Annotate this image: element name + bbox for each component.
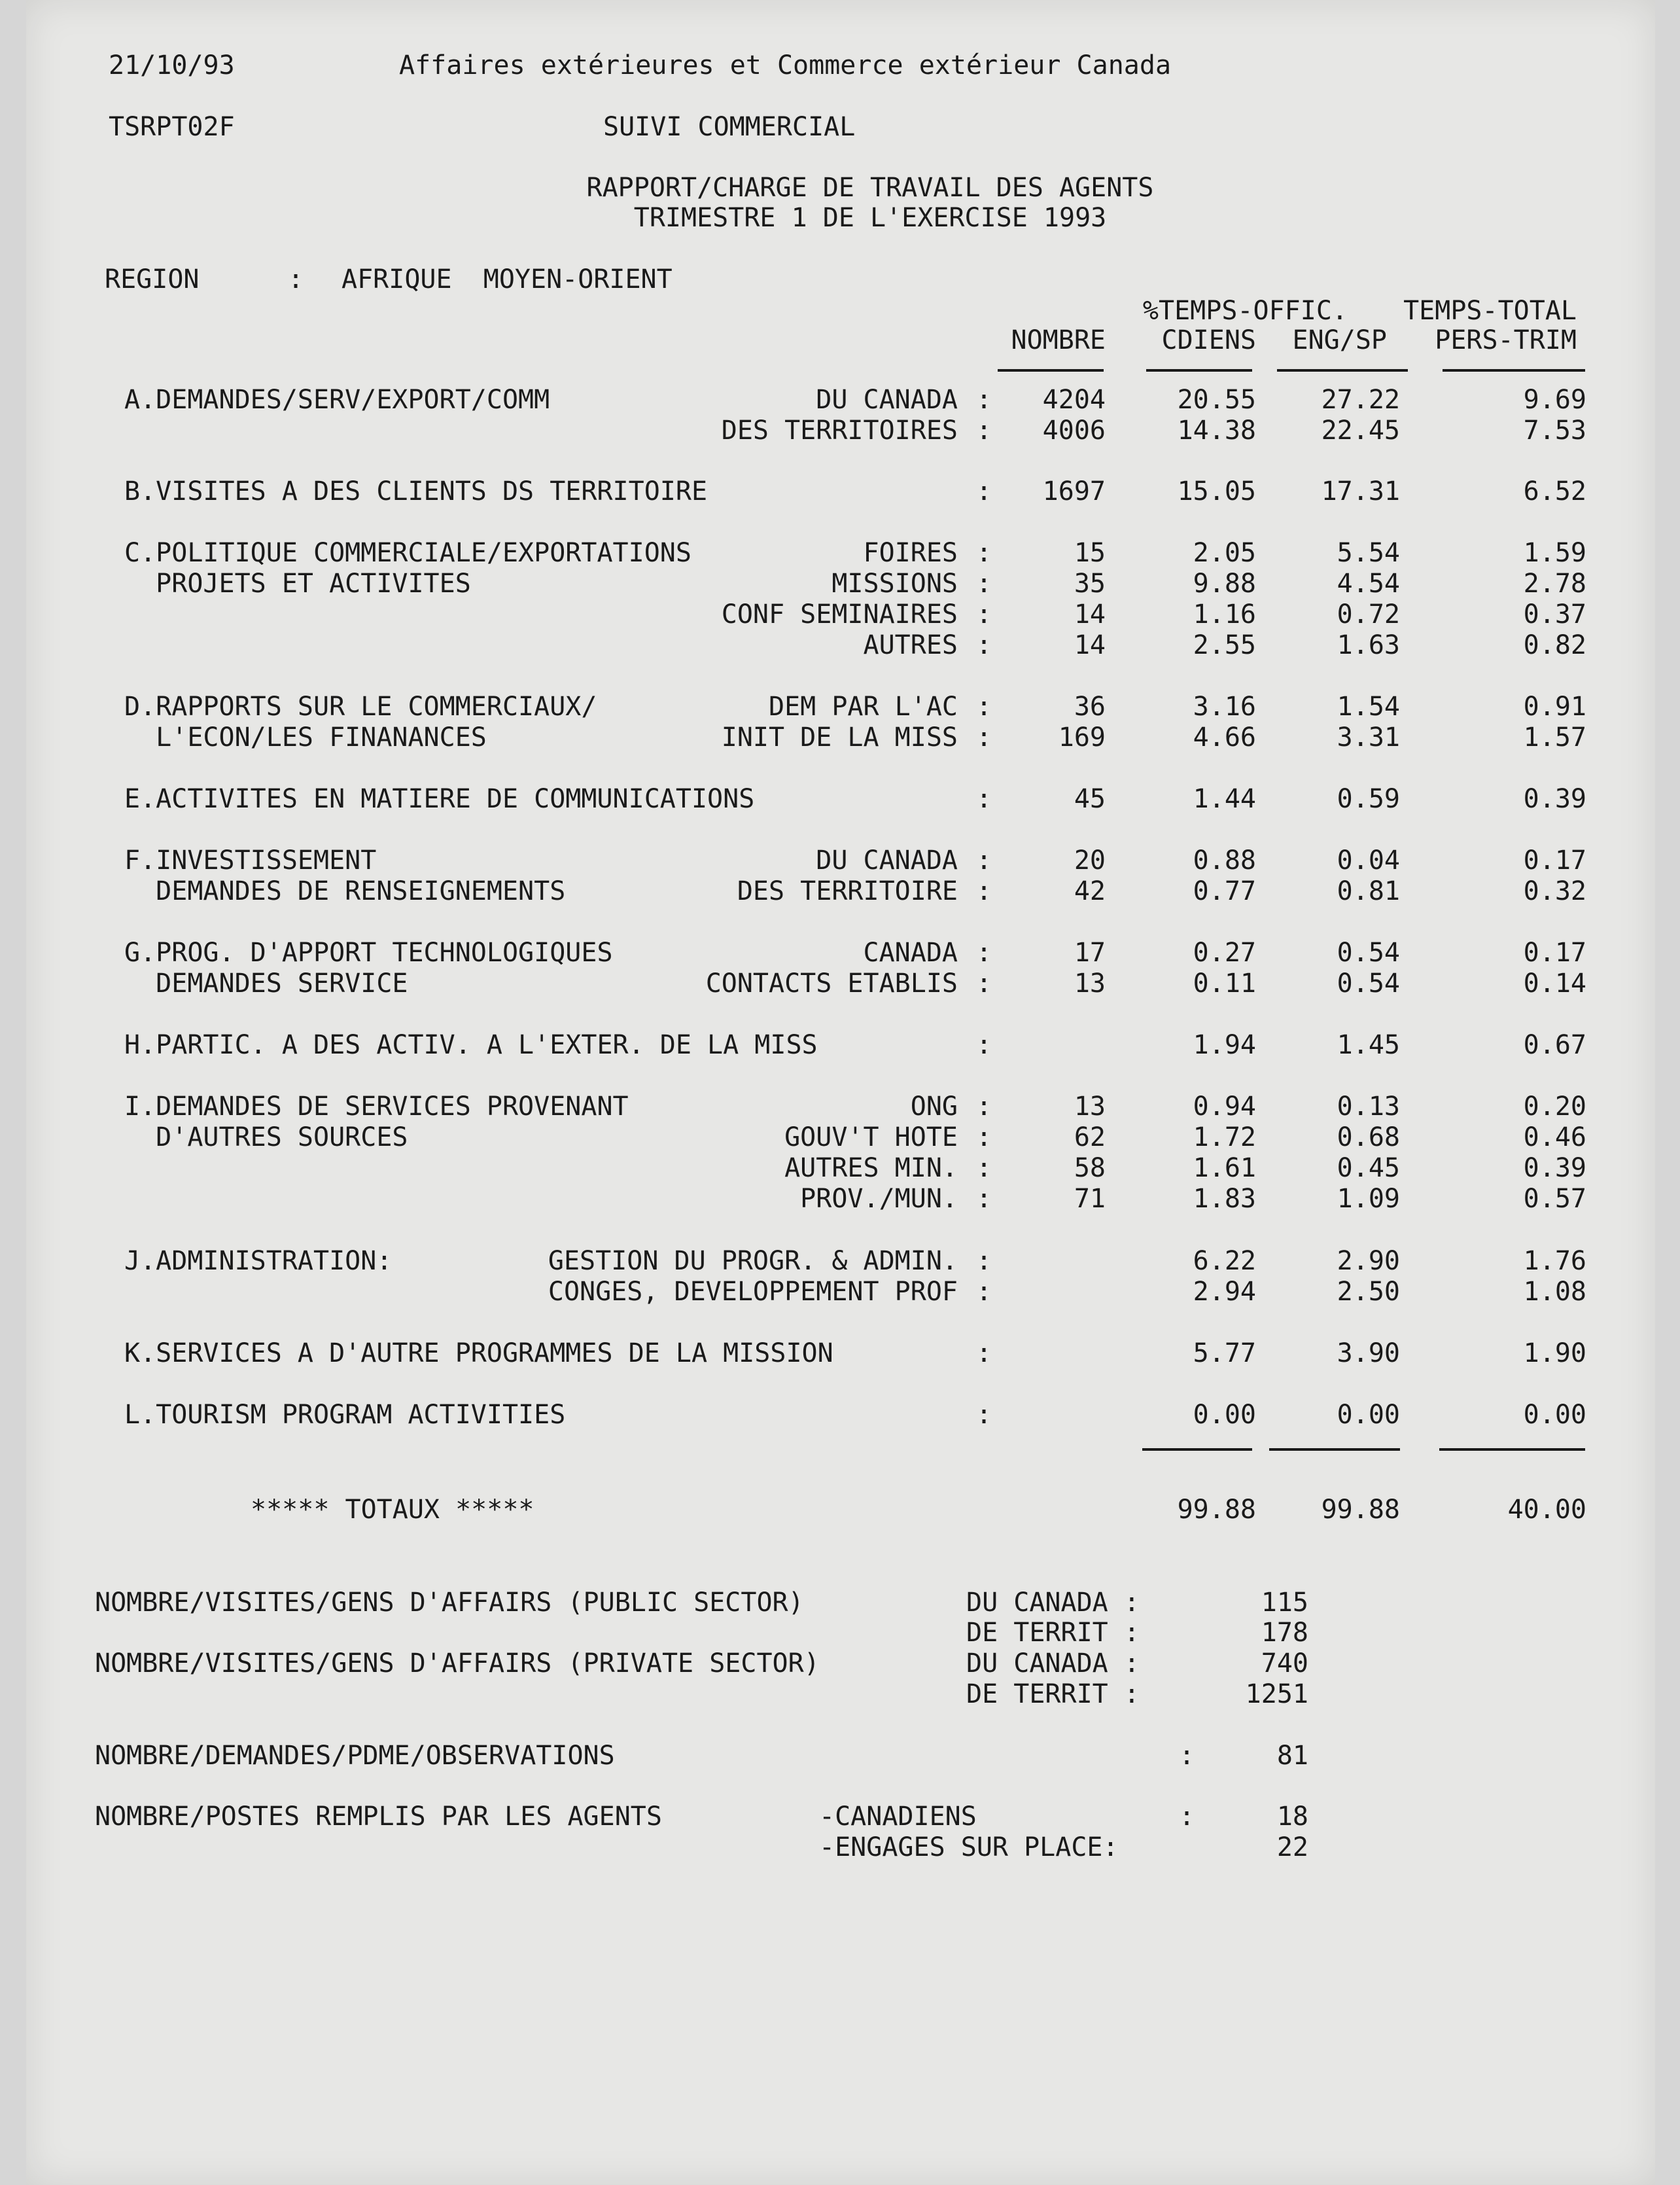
row-perstrim: 0.20 — [1523, 1092, 1586, 1122]
row-perstrim: 0.00 — [1523, 1400, 1586, 1430]
row-cdiens: 4.66 — [1193, 722, 1256, 753]
row-cdiens: 0.00 — [1193, 1400, 1256, 1430]
row-nombre: 58 — [1074, 1153, 1106, 1183]
row-nombre: 1697 — [1042, 476, 1106, 506]
row-label: I.DEMANDES DE SERVICES PROVENANT — [124, 1092, 629, 1122]
postes-canadiens-value: 18 — [1276, 1802, 1308, 1832]
visits-public-territ-value: 178 — [1261, 1618, 1308, 1648]
row-engsp: 0.13 — [1337, 1092, 1400, 1122]
row-colon: : — [976, 1030, 992, 1060]
row-nombre: 20 — [1074, 845, 1106, 876]
row-perstrim: 9.69 — [1523, 385, 1586, 415]
row-colon: : — [976, 1092, 992, 1122]
total-rule-cdiens — [1142, 1448, 1252, 1451]
row-nombre: 13 — [1074, 1092, 1106, 1122]
region-separator: : — [288, 264, 304, 294]
row-sublabel: DU CANADA — [816, 845, 958, 876]
row-label: C.POLITIQUE COMMERCIALE/EXPORTATIONS — [124, 538, 691, 568]
row-engsp: 3.31 — [1337, 722, 1400, 753]
row-sublabel: DES TERRITOIRES — [721, 416, 958, 446]
visits-private-territ-sub: DE TERRIT : — [966, 1679, 1140, 1709]
report-date: 21/10/93 — [109, 50, 235, 80]
row-nombre: 71 — [1074, 1184, 1106, 1214]
row-engsp: 0.54 — [1337, 968, 1400, 999]
row-sublabel: DEM PAR L'AC — [769, 692, 958, 722]
row-colon: : — [976, 385, 992, 415]
visits-public-canada-value: 115 — [1261, 1588, 1308, 1618]
column-header-cdiens: CDIENS — [1161, 325, 1256, 355]
region-value: AFRIQUE MOYEN-ORIENT — [341, 264, 673, 294]
row-perstrim: 0.32 — [1523, 876, 1586, 906]
row-sublabel: CONTACTS ETABLIS — [705, 968, 958, 999]
row-label: G.PROG. D'APPORT TECHNOLOGIQUES — [124, 938, 613, 968]
visits-public-canada-sub: DU CANADA : — [966, 1588, 1140, 1618]
totals-cdiens: 99.88 — [1177, 1495, 1256, 1525]
row-cdiens: 1.44 — [1193, 784, 1256, 814]
row-engsp: 1.54 — [1337, 692, 1400, 722]
report-subtitle: TRIMESTRE 1 DE L'EXERCISE 1993 — [633, 203, 1107, 233]
column-header-nombre: NOMBRE — [1011, 325, 1106, 355]
row-cdiens: 0.88 — [1193, 845, 1256, 876]
row-perstrim: 0.39 — [1523, 1153, 1586, 1183]
row-colon: : — [976, 1338, 992, 1368]
row-label: J.ADMINISTRATION: — [124, 1246, 393, 1276]
postes-canadiens-sub: -CANADIENS — [819, 1802, 977, 1832]
row-colon: : — [976, 1122, 992, 1152]
row-label: B.VISITES A DES CLIENTS DS TERRITOIRE — [124, 476, 708, 506]
row-sublabel: GESTION DU PROGR. & ADMIN. — [548, 1246, 958, 1276]
row-colon: : — [976, 845, 992, 876]
row-perstrim: 0.57 — [1523, 1184, 1586, 1214]
row-perstrim: 7.53 — [1523, 416, 1586, 446]
row-engsp: 3.90 — [1337, 1338, 1400, 1368]
row-cdiens: 1.16 — [1193, 599, 1256, 630]
row-label: H.PARTIC. A DES ACTIV. A L'EXTER. DE LA MISS — [124, 1030, 818, 1060]
row-engsp: 17.31 — [1321, 476, 1400, 506]
totals-perstrim: 40.00 — [1507, 1495, 1586, 1525]
row-cdiens: 0.77 — [1193, 876, 1256, 906]
postes-label: NOMBRE/POSTES REMPLIS PAR LES AGENTS — [95, 1802, 662, 1832]
row-engsp: 0.00 — [1337, 1400, 1400, 1430]
row-nombre: 4006 — [1042, 416, 1106, 446]
row-colon: : — [976, 1400, 992, 1430]
row-sublabel: ONG — [910, 1092, 958, 1122]
row-perstrim: 0.39 — [1523, 784, 1586, 814]
row-cdiens: 14.38 — [1177, 416, 1256, 446]
system-name: SUIVI COMMERCIAL — [603, 112, 856, 142]
row-perstrim: 1.90 — [1523, 1338, 1586, 1368]
row-perstrim: 1.59 — [1523, 538, 1586, 568]
row-perstrim: 6.52 — [1523, 476, 1586, 506]
row-perstrim: 0.46 — [1523, 1122, 1586, 1152]
row-perstrim: 0.14 — [1523, 968, 1586, 999]
row-nombre: 14 — [1074, 630, 1106, 660]
row-colon: : — [976, 1277, 992, 1307]
visits-public-territ-sub: DE TERRIT : — [966, 1618, 1140, 1648]
row-label: D'AUTRES SOURCES — [124, 1122, 408, 1152]
row-cdiens: 2.94 — [1193, 1277, 1256, 1307]
row-cdiens: 1.83 — [1193, 1184, 1256, 1214]
pdme-label: NOMBRE/DEMANDES/PDME/OBSERVATIONS — [95, 1741, 615, 1771]
row-engsp: 2.50 — [1337, 1277, 1400, 1307]
pdme-colon: : — [1179, 1741, 1195, 1771]
row-engsp: 0.54 — [1337, 938, 1400, 968]
row-sublabel: GOUV'T HOTE — [784, 1122, 958, 1152]
row-engsp: 0.04 — [1337, 845, 1400, 876]
visits-private-canada-value: 740 — [1261, 1648, 1308, 1679]
column-header-tempstotal: TEMPS-TOTAL — [1403, 296, 1577, 326]
visits-private-label: NOMBRE/VISITES/GENS D'AFFAIRS (PRIVATE SECTOR) — [95, 1648, 820, 1679]
row-colon: : — [976, 692, 992, 722]
row-perstrim: 1.76 — [1523, 1246, 1586, 1276]
row-cdiens: 0.94 — [1193, 1092, 1256, 1122]
row-colon: : — [976, 938, 992, 968]
region-label: REGION — [105, 264, 200, 294]
row-colon: : — [976, 476, 992, 506]
header-rule-nombre — [998, 369, 1104, 372]
row-colon: : — [976, 968, 992, 999]
row-colon: : — [976, 722, 992, 753]
row-sublabel: CANADA — [863, 938, 958, 968]
report-page — [26, 0, 1655, 2185]
row-cdiens: 1.61 — [1193, 1153, 1256, 1183]
pdme-value: 81 — [1276, 1741, 1308, 1771]
header-rule-engsp — [1277, 369, 1408, 372]
row-sublabel: MISSIONS — [831, 569, 958, 599]
totals-engsp: 99.88 — [1321, 1495, 1400, 1525]
postes-engages-sub: -ENGAGES SUR PLACE: — [819, 1832, 1119, 1862]
row-cdiens: 2.55 — [1193, 630, 1256, 660]
row-engsp: 1.45 — [1337, 1030, 1400, 1060]
postes-engages-value: 22 — [1276, 1832, 1308, 1862]
row-cdiens: 15.05 — [1177, 476, 1256, 506]
totals-label: ***** TOTAUX ***** — [251, 1495, 534, 1525]
row-colon: : — [976, 1153, 992, 1183]
row-nombre: 17 — [1074, 938, 1106, 968]
row-perstrim: 1.57 — [1523, 722, 1586, 753]
column-header-perstrim: PERS-TRIM — [1435, 325, 1577, 355]
row-label: A.DEMANDES/SERV/EXPORT/COMM — [124, 385, 550, 415]
row-label: L'ECON/LES FINANANCES — [124, 722, 487, 753]
row-nombre: 36 — [1074, 692, 1106, 722]
report-title: RAPPORT/CHARGE DE TRAVAIL DES AGENTS — [586, 173, 1154, 203]
row-perstrim: 0.17 — [1523, 845, 1586, 876]
row-engsp: 5.54 — [1337, 538, 1400, 568]
row-nombre: 169 — [1058, 722, 1106, 753]
row-colon: : — [976, 1246, 992, 1276]
row-nombre: 4204 — [1042, 385, 1106, 415]
row-colon: : — [976, 1184, 992, 1214]
column-header-tempsoffic: %TEMPS-OFFIC. — [1142, 296, 1348, 326]
row-colon: : — [976, 599, 992, 630]
row-sublabel: AUTRES — [863, 630, 958, 660]
row-colon: : — [976, 569, 992, 599]
row-perstrim: 0.91 — [1523, 692, 1586, 722]
row-sublabel: DU CANADA — [816, 385, 958, 415]
row-nombre: 15 — [1074, 538, 1106, 568]
row-cdiens: 3.16 — [1193, 692, 1256, 722]
visits-private-canada-sub: DU CANADA : — [966, 1648, 1140, 1679]
row-label: D.RAPPORTS SUR LE COMMERCIAUX/ — [124, 692, 597, 722]
row-cdiens: 0.27 — [1193, 938, 1256, 968]
total-rule-perstrim — [1439, 1448, 1585, 1451]
row-label: PROJETS ET ACTIVITES — [124, 569, 471, 599]
postes-canadiens-colon: : — [1179, 1802, 1195, 1832]
row-engsp: 0.68 — [1337, 1122, 1400, 1152]
row-colon: : — [976, 538, 992, 568]
organization-name: Affaires extérieures et Commerce extérieur Canada — [399, 50, 1172, 80]
header-rule-cdiens — [1146, 369, 1252, 372]
row-perstrim: 2.78 — [1523, 569, 1586, 599]
row-label: E.ACTIVITES EN MATIERE DE COMMUNICATIONS — [124, 784, 755, 814]
row-engsp: 1.09 — [1337, 1184, 1400, 1214]
row-sublabel: INIT DE LA MISS — [721, 722, 958, 753]
row-cdiens: 6.22 — [1193, 1246, 1256, 1276]
row-cdiens: 5.77 — [1193, 1338, 1256, 1368]
report-code: TSRPT02F — [109, 112, 235, 142]
row-label: F.INVESTISSEMENT — [124, 845, 377, 876]
row-engsp: 1.63 — [1337, 630, 1400, 660]
row-cdiens: 0.11 — [1193, 968, 1256, 999]
total-rule-engsp — [1269, 1448, 1400, 1451]
row-colon: : — [976, 784, 992, 814]
header-rule-perstrim — [1443, 369, 1585, 372]
row-nombre: 42 — [1074, 876, 1106, 906]
row-engsp: 22.45 — [1321, 416, 1400, 446]
row-sublabel: CONGES, DEVELOPPEMENT PROF — [548, 1277, 958, 1307]
row-sublabel: AUTRES MIN. — [784, 1153, 958, 1183]
row-engsp: 27.22 — [1321, 385, 1400, 415]
row-perstrim: 0.17 — [1523, 938, 1586, 968]
row-nombre: 13 — [1074, 968, 1106, 999]
column-header-engsp: ENG/SP — [1292, 325, 1387, 355]
row-engsp: 0.72 — [1337, 599, 1400, 630]
row-cdiens: 9.88 — [1193, 569, 1256, 599]
row-colon: : — [976, 630, 992, 660]
row-cdiens: 1.72 — [1193, 1122, 1256, 1152]
row-perstrim: 1.08 — [1523, 1277, 1586, 1307]
row-perstrim: 0.67 — [1523, 1030, 1586, 1060]
row-nombre: 45 — [1074, 784, 1106, 814]
row-perstrim: 0.82 — [1523, 630, 1586, 660]
visits-private-territ-value: 1251 — [1245, 1679, 1308, 1709]
row-sublabel: FOIRES — [863, 538, 958, 568]
row-nombre: 62 — [1074, 1122, 1106, 1152]
row-cdiens: 1.94 — [1193, 1030, 1256, 1060]
row-sublabel: CONF SEMINAIRES — [721, 599, 958, 630]
row-label: K.SERVICES A D'AUTRE PROGRAMMES DE LA MISSION — [124, 1338, 833, 1368]
row-engsp: 4.54 — [1337, 569, 1400, 599]
row-sublabel: DES TERRITOIRE — [737, 876, 958, 906]
row-sublabel: PROV./MUN. — [800, 1184, 958, 1214]
row-nombre: 14 — [1074, 599, 1106, 630]
visits-public-label: NOMBRE/VISITES/GENS D'AFFAIRS (PUBLIC SECTOR) — [95, 1588, 804, 1618]
row-engsp: 0.81 — [1337, 876, 1400, 906]
row-cdiens: 20.55 — [1177, 385, 1256, 415]
row-colon: : — [976, 416, 992, 446]
row-engsp: 2.90 — [1337, 1246, 1400, 1276]
row-nombre: 35 — [1074, 569, 1106, 599]
row-engsp: 0.45 — [1337, 1153, 1400, 1183]
row-perstrim: 0.37 — [1523, 599, 1586, 630]
row-colon: : — [976, 876, 992, 906]
row-label: DEMANDES SERVICE — [124, 968, 408, 999]
row-engsp: 0.59 — [1337, 784, 1400, 814]
row-label: DEMANDES DE RENSEIGNEMENTS — [124, 876, 566, 906]
row-cdiens: 2.05 — [1193, 538, 1256, 568]
row-label: L.TOURISM PROGRAM ACTIVITIES — [124, 1400, 566, 1430]
